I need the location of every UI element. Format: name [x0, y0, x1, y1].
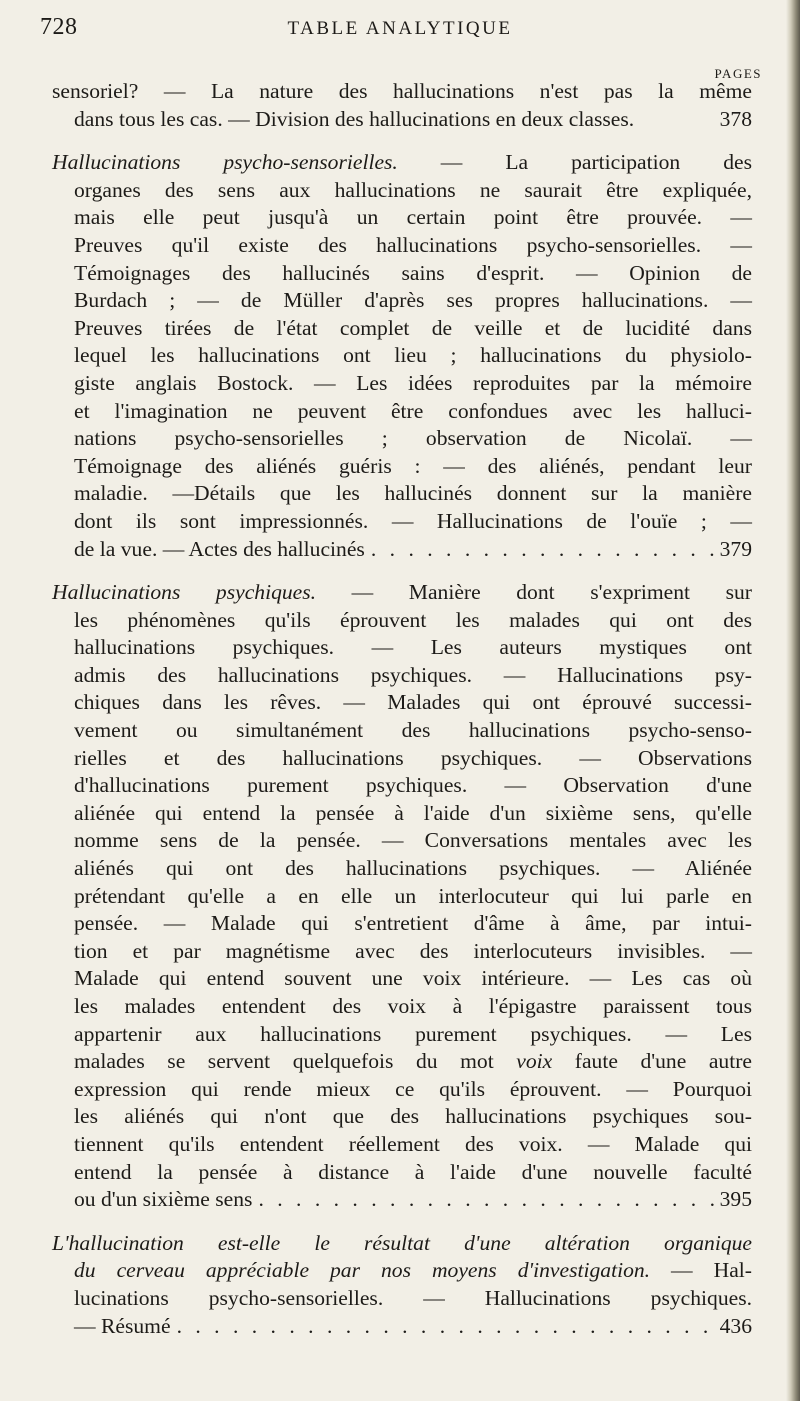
entry-line: les aliénés qui n'ont que des hallucinations psychiques sou- — [74, 1104, 752, 1129]
entry-line: d'hallucinations purement psychiques. — Observation d'une — [74, 773, 752, 798]
entry-line: tion et par magnétisme avec des interlocuteurs invisibles. — — [74, 938, 752, 963]
running-title: TABLE ANALYTIQUE — [287, 18, 513, 39]
entry-line: expression qui rende mieux ce qu'ils éprouvent. — Pourquoi — [74, 1076, 752, 1101]
entry-line: Témoignages des hallucinés sains d'esprit. — Opinion de — [74, 260, 752, 285]
entry-last-line — [52, 536, 752, 564]
entry-line: du cerveau appréciable par nos moyens d'investigation. — Hal- — [74, 1258, 752, 1283]
entry-page-number: 395 — [719, 1187, 752, 1212]
dot-leader — [365, 536, 720, 564]
italic-word: voix — [516, 1049, 553, 1074]
entry-line: ou d'un sixième sens — [74, 1187, 253, 1212]
entry-line: et l'imagination ne peuvent être confondues avec les halluci- — [74, 398, 752, 423]
entry-heading: Hallucinations psychiques. — [52, 580, 317, 605]
book-spine-edge — [786, 0, 800, 1401]
entry-line: lequel les hallucinations ont lieu ; hallucinations du physiolo- — [74, 343, 752, 368]
entry-line: — Résumé — [74, 1313, 171, 1338]
entry-line: Témoignage des aliénés guéris : — des aliénés, pendant leur — [74, 453, 752, 478]
entry-line: sensoriel? — La nature des hallucinations n'est pas la même — [52, 79, 752, 103]
entry-page-number: 378 — [719, 106, 752, 131]
dot-leader — [252, 1186, 719, 1214]
entry-line: Hallucinations psycho-sensorielles. — La participation des — [52, 150, 752, 175]
entry-line: L'hallucination est-elle le résultat d'une altération organique — [52, 1230, 752, 1255]
entry-line: dans tous les cas. — Division des hallucinations en deux classes. — [74, 106, 635, 131]
entry-line: Malade qui entend souvent une voix intérieure. — Les cas où — [74, 966, 752, 991]
entry-line: Burdach ; — de Müller d'après ses propres hallucinations. — — [74, 288, 752, 313]
entry-line: vement ou simultanément des hallucinations psycho-senso- — [74, 718, 752, 743]
entry-line: lucinations psycho-sensorielles. — Hallucinations psychiques. — [74, 1285, 752, 1310]
entry-line: prétendant qu'elle a en elle un interlocuteur qui lui parle en — [74, 883, 752, 908]
entry-line: appartenir aux hallucinations purement psychiques. — Les — [74, 1021, 752, 1046]
entry-line: admis des hallucinations psychiques. — Hallucinations psy- — [74, 662, 752, 687]
entry-line: Hallucinations psychiques. — Manière dont s'expriment sur — [52, 580, 752, 605]
entry-line: rielles et des hallucinations psychiques. — Observations — [74, 745, 752, 770]
entry-line: chiques dans les rêves. — Malades qui ont éprouvé successi- — [74, 690, 752, 715]
entry-line-with-page — [52, 106, 752, 134]
entry-last-line — [52, 1186, 752, 1214]
entry-line: les malades entendent des voix à l'épigastre paraissent tous — [74, 994, 752, 1018]
entry-line: Preuves qu'il existe des hallucinations psycho-sensorielles. — — [74, 232, 752, 257]
entry-line: maladie. —Détails que les hallucinés donnent sur la manière — [74, 481, 752, 506]
toc-entry — [52, 78, 752, 133]
table-of-contents — [52, 78, 752, 1356]
dot-leader — [171, 1313, 720, 1341]
toc-entry — [52, 1230, 752, 1340]
entry-line: pensée. — Malade qui s'entretient d'âme à âme, par intui- — [74, 911, 752, 936]
entry-line: entend la pensée à distance à l'aide d'une nouvelle faculté — [74, 1159, 752, 1184]
entry-line: tiennent qu'ils entendent réellement des voix. — Malade qui — [74, 1131, 752, 1156]
entry-line: nations psycho-sensorielles ; observation de Nicolaï. — — [74, 426, 752, 451]
entry-heading: du cerveau appréciable par nos moyens d'investigation. — [74, 1258, 651, 1283]
entry-line: organes des sens aux hallucinations ne saurait être expliquée, — [74, 177, 752, 202]
pages-column-label: PAGES — [714, 66, 762, 81]
entry-page-number: 436 — [719, 1313, 752, 1338]
entry-line: aliénés qui ont des hallucinations psychiques. — Aliénée — [74, 856, 752, 881]
entry-line: de la vue. — Actes des hallucinés — [74, 536, 365, 561]
entry-line: malades se servent quelquefois du mot voix faute d'une autre — [74, 1049, 753, 1074]
toc-entry — [52, 579, 752, 1214]
entry-line: hallucinations psychiques. — Les auteurs mystiques ont — [74, 635, 752, 660]
entry-line: dont ils sont impressionnés. — Hallucinations de l'ouïe ; — — [74, 508, 752, 533]
entry-line: aliénée qui entend la pensée à l'aide d'un sixième sens, qu'elle — [74, 800, 752, 825]
entry-heading: Hallucinations psycho-sensorielles. — [52, 150, 398, 175]
entry-line: mais elle peut jusqu'à un certain point être prouvée. — — [74, 205, 752, 230]
entry-line: les phénomènes qu'ils éprouvent les malades qui ont des — [74, 607, 752, 632]
entry-line: giste anglais Bostock. — Les idées reproduites par la mémoire — [74, 370, 752, 395]
entry-page-number: 379 — [719, 536, 752, 561]
entry-line: Preuves tirées de l'état complet de veille et de lucidité dans — [74, 315, 752, 340]
entry-last-line — [52, 1313, 752, 1341]
entry-line: nomme sens de la pensée. — Conversations mentales avec les — [74, 828, 752, 853]
toc-entry — [52, 149, 752, 563]
page-number: 728 — [40, 14, 78, 40]
